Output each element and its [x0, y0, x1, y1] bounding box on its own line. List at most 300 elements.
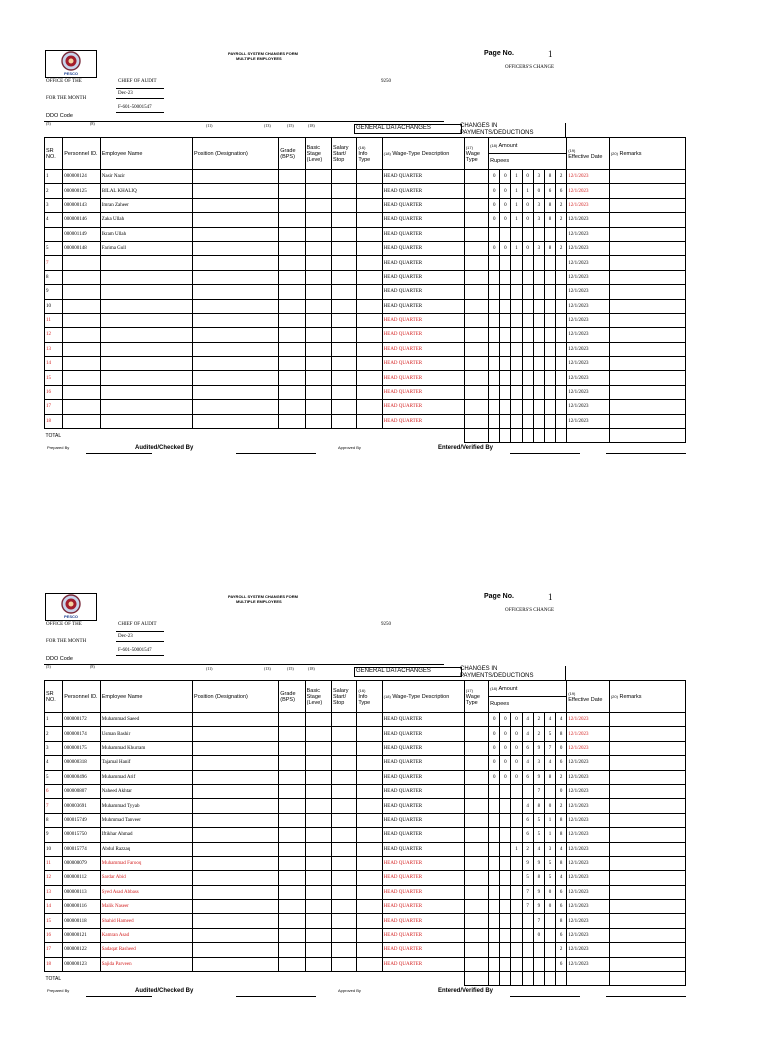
- amount-digit-cell: [556, 270, 567, 284]
- total-cell: [464, 972, 488, 986]
- office-value: CHIEF OF AUDIT: [118, 79, 157, 84]
- basic-cell: [305, 184, 331, 198]
- table-row: [45, 900, 686, 914]
- grade-cell: [279, 184, 305, 198]
- wage-type-cell: [464, 285, 488, 299]
- salary-cell: [331, 357, 356, 371]
- amount-digit-cell: 0: [500, 184, 511, 198]
- info-type-cell: [357, 943, 382, 957]
- amount-digit-cell: [500, 828, 511, 842]
- wage-desc-cell: HEAD QUARTER: [382, 957, 464, 971]
- amount-digit-cell: 8: [556, 828, 567, 842]
- amount-digit-cell: [544, 357, 555, 371]
- personnel-id-cell: [63, 256, 101, 270]
- amount-digit-cell: [511, 799, 522, 813]
- amount-digit-cell: 0: [489, 213, 500, 227]
- amount-digit-cell: 3: [533, 198, 544, 212]
- amount-digit-cell: [522, 342, 533, 356]
- col-remarks-label: Remarks: [619, 693, 642, 700]
- wage-desc-cell: HEAD QUARTER: [382, 342, 464, 356]
- sr-cell: [45, 227, 63, 241]
- wage-type-cell: [464, 184, 488, 198]
- effective-date-cell: 12/1/2023: [567, 414, 610, 428]
- grade-cell: [279, 856, 305, 870]
- salary-cell: [331, 784, 356, 798]
- col-number: (20): [610, 693, 618, 699]
- salary-cell: [331, 756, 356, 770]
- amount-digit-cell: 9: [533, 741, 544, 755]
- personnel-id-cell: [63, 313, 101, 327]
- wage-type-cell: [464, 342, 488, 356]
- month-value: Dec-23: [118, 91, 133, 96]
- table-row: [45, 313, 686, 327]
- basic-cell: [305, 900, 331, 914]
- amount-digit-cell: [533, 313, 544, 327]
- amount-digit-cell: [511, 400, 522, 414]
- amount-digit-cell: [556, 371, 567, 385]
- officers-change: OFFICERS'S CHANGE: [505, 65, 555, 70]
- effective-date-cell: 12/1/2023: [567, 184, 610, 198]
- amount-digit-cell: 6: [556, 900, 567, 914]
- amount-digit-cell: [544, 299, 555, 313]
- amount-digit-cell: 2: [556, 943, 567, 957]
- amount-digit-cell: [556, 342, 567, 356]
- wage-desc-cell: HEAD QUARTER: [382, 400, 464, 414]
- amount-digit-cell: [511, 871, 522, 885]
- total-label: TOTAL: [45, 429, 465, 443]
- effective-date-cell: 12/1/2023: [567, 943, 610, 957]
- wage-desc-cell: HEAD QUARTER: [382, 871, 464, 885]
- wage-type-cell: [464, 385, 488, 399]
- amount-digit-cell: 6: [556, 885, 567, 899]
- remarks-cell: [609, 914, 685, 928]
- table-row: [45, 371, 686, 385]
- amount-digit-cell: [511, 256, 522, 270]
- col-number: (19): [568, 690, 576, 696]
- remarks-cell: [609, 371, 685, 385]
- amount-digit-cell: [511, 299, 522, 313]
- personnel-id-cell: 000000113: [63, 885, 101, 899]
- wage-type-cell: [464, 371, 488, 385]
- salary-cell: [331, 741, 356, 755]
- amount-digit-cell: 4: [533, 842, 544, 856]
- info-type-cell: [357, 299, 382, 313]
- wage-type-cell: [464, 256, 488, 270]
- employee-name-cell: [100, 328, 192, 342]
- total-cell: [567, 429, 610, 443]
- wage-desc-cell: HEAD QUARTER: [382, 184, 464, 198]
- employee-name-cell: Muhammad Arif: [100, 770, 192, 784]
- table-row: [45, 871, 686, 885]
- amount-digit-cell: [511, 357, 522, 371]
- amount-digit-cell: [533, 227, 544, 241]
- wage-desc-cell: HEAD QUARTER: [382, 371, 464, 385]
- personnel-id-cell: 000000122: [63, 943, 101, 957]
- amount-digit-cell: 8: [544, 213, 555, 227]
- salary-cell: [331, 256, 356, 270]
- info-type-cell: [357, 914, 382, 928]
- month-label: FOR THE MONTH: [46, 96, 87, 101]
- salary-cell: [331, 385, 356, 399]
- col-number: (20): [610, 150, 618, 156]
- total-cell: [544, 429, 555, 443]
- table-row: [45, 943, 686, 957]
- employee-name-cell: Abdul Razzaq: [100, 842, 192, 856]
- position-cell: [193, 371, 279, 385]
- amount-digit-cell: [544, 928, 555, 942]
- info-type-cell: [357, 713, 382, 727]
- salary-cell: [331, 842, 356, 856]
- effective-date-cell: 12/1/2023: [567, 856, 610, 870]
- col-effective-label: Effective Date: [568, 153, 603, 160]
- wage-desc-cell: HEAD QUARTER: [382, 328, 464, 342]
- amount-digit-cell: 2: [556, 770, 567, 784]
- amount-digit-cell: [533, 270, 544, 284]
- position-cell: [193, 828, 279, 842]
- total-cell: [522, 429, 533, 443]
- basic-cell: [305, 313, 331, 327]
- grade-cell: [279, 770, 305, 784]
- amount-digit-cell: 3: [533, 241, 544, 255]
- personnel-id-cell: [63, 342, 101, 356]
- amount-digit-cell: [489, 285, 500, 299]
- grade-cell: [279, 957, 305, 971]
- amount-digit-cell: [489, 256, 500, 270]
- employee-name-cell: [100, 299, 192, 313]
- amount-digit-cell: [500, 414, 511, 428]
- info-type-cell: [357, 813, 382, 827]
- amount-digit-cell: [522, 371, 533, 385]
- amount-digit-cell: 0: [489, 756, 500, 770]
- col-salary: Salary Start/ Stop: [331, 681, 356, 713]
- wage-desc-cell: HEAD QUARTER: [382, 900, 464, 914]
- grade-cell: [279, 813, 305, 827]
- amount-digit-cell: 2: [556, 170, 567, 184]
- amount-digit-cell: [556, 256, 567, 270]
- wage-type-cell: [464, 357, 488, 371]
- amount-digit-cell: [500, 914, 511, 928]
- wage-type-cell: [464, 400, 488, 414]
- grade-cell: [279, 842, 305, 856]
- effective-date-cell: 12/1/2023: [567, 299, 610, 313]
- employee-name-cell: Muhmmad Tanveer: [100, 813, 192, 827]
- wage-desc-cell: HEAD QUARTER: [382, 928, 464, 942]
- amount-digit-cell: [489, 957, 500, 971]
- wage-desc-cell: HEAD QUARTER: [382, 784, 464, 798]
- effective-date-cell: 12/1/2023: [567, 170, 610, 184]
- remarks-cell: [609, 313, 685, 327]
- amount-digit-cell: [500, 842, 511, 856]
- remarks-cell: [609, 871, 685, 885]
- effective-date-cell: 12/1/2023: [567, 198, 610, 212]
- wage-type-cell: [464, 241, 488, 255]
- amount-digit-cell: [533, 371, 544, 385]
- personnel-id-cell: 000000124: [63, 170, 101, 184]
- table-row: [45, 957, 686, 971]
- position-cell: [193, 400, 279, 414]
- total-row: [45, 972, 686, 986]
- employee-name-cell: [100, 357, 192, 371]
- col-remarks: [609, 681, 685, 713]
- amount-digit-cell: 9: [522, 856, 533, 870]
- payroll-table: [44, 680, 686, 986]
- payments-deductions-text: PAYMENTS/DEDUCTIONS: [460, 130, 534, 136]
- table-row: [45, 799, 686, 813]
- effective-date-cell: 12/1/2023: [567, 256, 610, 270]
- amount-digit-cell: [500, 871, 511, 885]
- ddo-label: DDO Code: [46, 656, 73, 662]
- file-code: F-601-50001547: [118, 648, 152, 653]
- position-cell: [193, 842, 279, 856]
- position-cell: [193, 770, 279, 784]
- sr-cell: 5: [45, 241, 63, 255]
- info-type-cell: [357, 357, 382, 371]
- total-cell: [489, 972, 500, 986]
- wage-desc-cell: HEAD QUARTER: [382, 885, 464, 899]
- salary-cell: [331, 713, 356, 727]
- amount-digit-cell: [500, 270, 511, 284]
- amount-digit-cell: 2: [522, 842, 533, 856]
- amount-digit-cell: [511, 856, 522, 870]
- salary-cell: [331, 799, 356, 813]
- col-salary: Salary Start/ Stop: [331, 138, 356, 170]
- amount-digit-cell: 1: [511, 198, 522, 212]
- basic-cell: [305, 213, 331, 227]
- amount-digit-cell: 4: [556, 842, 567, 856]
- info-type-cell: [357, 385, 382, 399]
- col-number: (18): [490, 143, 498, 148]
- total-cell: [464, 429, 488, 443]
- col-position: Position (Designation): [193, 681, 279, 713]
- basic-cell: [305, 299, 331, 313]
- amount-digit-cell: [500, 227, 511, 241]
- general-data-heading: GENERAL DATACHANGES: [354, 124, 462, 134]
- grade-cell: [279, 270, 305, 284]
- amount-digit-cell: [533, 414, 544, 428]
- amount-digit-cell: 5: [544, 856, 555, 870]
- amount-digit-cell: [522, 957, 533, 971]
- employee-name-cell: [100, 400, 192, 414]
- month-value: Dec-23: [118, 634, 133, 639]
- basic-cell: [305, 957, 331, 971]
- table-row: [45, 813, 686, 827]
- marker: (13): [264, 666, 271, 671]
- sr-cell: 5: [45, 770, 63, 784]
- sr-cell: 7: [45, 256, 63, 270]
- table-row: [45, 928, 686, 942]
- amount-digit-cell: [533, 357, 544, 371]
- general-data-heading: GENERAL DATACHANGES: [354, 667, 462, 677]
- table-row: [45, 414, 686, 428]
- basic-cell: [305, 285, 331, 299]
- salary-cell: [331, 871, 356, 885]
- file-code: F-601-50001547: [118, 105, 152, 110]
- amount-digit-cell: [544, 943, 555, 957]
- wage-type-cell: [464, 227, 488, 241]
- position-cell: [193, 299, 279, 313]
- position-cell: [193, 727, 279, 741]
- wage-type-cell: [464, 957, 488, 971]
- personnel-id-cell: 000001149: [63, 227, 101, 241]
- salary-cell: [331, 885, 356, 899]
- marker: (5): [46, 121, 51, 126]
- amount-digit-cell: 2: [556, 799, 567, 813]
- total-cell: [489, 429, 500, 443]
- amount-digit-cell: [533, 400, 544, 414]
- wage-desc-cell: HEAD QUARTER: [382, 227, 464, 241]
- info-type-cell: [357, 184, 382, 198]
- salary-cell: [331, 914, 356, 928]
- effective-date-cell: 12/1/2023: [567, 885, 610, 899]
- amount-digit-cell: 0: [489, 184, 500, 198]
- personnel-id-cell: [63, 400, 101, 414]
- grade-cell: [279, 213, 305, 227]
- table-header-row: [45, 681, 686, 713]
- amount-digit-cell: [500, 285, 511, 299]
- table-row: [45, 198, 686, 212]
- salary-cell: [331, 727, 356, 741]
- basic-cell: [305, 727, 331, 741]
- table-row: [45, 784, 686, 798]
- col-amount-label: Amount: [498, 143, 518, 149]
- col-remarks: [609, 138, 685, 170]
- amount-digit-cell: [556, 357, 567, 371]
- col-name: Employee Name: [100, 138, 192, 170]
- wage-desc-cell: HEAD QUARTER: [382, 213, 464, 227]
- amount-digit-cell: 8: [556, 856, 567, 870]
- grade-cell: [279, 357, 305, 371]
- personnel-id-cell: 000000172: [63, 713, 101, 727]
- employee-name-cell: Muhammad Tyyab: [100, 799, 192, 813]
- effective-date-cell: 12/1/2023: [567, 385, 610, 399]
- position-cell: [193, 900, 279, 914]
- position-cell: [193, 914, 279, 928]
- info-type-cell: [357, 328, 382, 342]
- logo-text: PESCO: [63, 71, 78, 76]
- table-row: [45, 227, 686, 241]
- sr-cell: 4: [45, 756, 63, 770]
- sr-cell: 13: [45, 885, 63, 899]
- total-cell: [522, 972, 533, 986]
- personnel-id-cell: 000015774: [63, 842, 101, 856]
- salary-cell: [331, 198, 356, 212]
- wage-desc-cell: HEAD QUARTER: [382, 741, 464, 755]
- amount-digit-cell: 1: [511, 184, 522, 198]
- sr-cell: 17: [45, 943, 63, 957]
- position-cell: [193, 313, 279, 327]
- salary-cell: [331, 328, 356, 342]
- amount-digit-cell: [544, 400, 555, 414]
- employee-name-cell: [100, 371, 192, 385]
- table-row: [45, 299, 686, 313]
- total-cell: [533, 429, 544, 443]
- amount-digit-cell: [522, 914, 533, 928]
- wage-desc-cell: HEAD QUARTER: [382, 943, 464, 957]
- amount-digit-cell: [556, 313, 567, 327]
- sr-cell: 9: [45, 285, 63, 299]
- effective-date-cell: 12/1/2023: [567, 828, 610, 842]
- col-remarks-label: Remarks: [619, 150, 642, 157]
- amount-digit-cell: [522, 285, 533, 299]
- wage-type-cell: [464, 871, 488, 885]
- amount-digit-cell: [489, 885, 500, 899]
- amount-digit-cell: 0: [489, 741, 500, 755]
- basic-cell: [305, 270, 331, 284]
- wage-desc-cell: HEAD QUARTER: [382, 385, 464, 399]
- info-type-cell: [357, 842, 382, 856]
- wage-type-cell: [464, 741, 488, 755]
- page-no-value: 1: [548, 592, 553, 602]
- remarks-cell: [609, 828, 685, 842]
- wage-type-cell: [464, 928, 488, 942]
- amount-digit-cell: [500, 342, 511, 356]
- wage-desc-cell: HEAD QUARTER: [382, 241, 464, 255]
- info-type-cell: [357, 900, 382, 914]
- wage-desc-cell: HEAD QUARTER: [382, 842, 464, 856]
- grade-cell: [279, 313, 305, 327]
- amount-digit-cell: 0: [511, 713, 522, 727]
- col-wage-desc: [382, 681, 464, 713]
- amount-digit-cell: [489, 313, 500, 327]
- entered-by-label: Entered/Verified By: [438, 988, 494, 994]
- effective-date-cell: 12/1/2023: [567, 756, 610, 770]
- marker: (5): [46, 664, 51, 669]
- effective-date-cell: 12/1/2023: [567, 241, 610, 255]
- remarks-cell: [609, 241, 685, 255]
- marker: (15): [287, 123, 294, 128]
- table-row: [45, 342, 686, 356]
- employee-name-cell: Sadaqat Rasheed: [100, 943, 192, 957]
- effective-date-cell: 12/1/2023: [567, 313, 610, 327]
- employee-name-cell: [100, 270, 192, 284]
- amount-digit-cell: 0: [500, 198, 511, 212]
- col-personnel: Personnel ID.: [63, 138, 101, 170]
- table-row: [45, 328, 686, 342]
- amount-digit-cell: 8: [544, 770, 555, 784]
- grade-cell: [279, 885, 305, 899]
- grade-cell: [279, 256, 305, 270]
- wage-type-cell: [464, 914, 488, 928]
- amount-digit-cell: 5: [522, 871, 533, 885]
- amount-digit-cell: 4: [556, 871, 567, 885]
- amount-digit-cell: [544, 371, 555, 385]
- amount-digit-cell: 4: [556, 713, 567, 727]
- wage-desc-cell: HEAD QUARTER: [382, 713, 464, 727]
- amount-digit-cell: [522, 270, 533, 284]
- info-type-cell: [357, 414, 382, 428]
- table-row: [45, 842, 686, 856]
- basic-cell: [305, 842, 331, 856]
- info-type-cell: [357, 313, 382, 327]
- amount-digit-cell: [489, 371, 500, 385]
- amount-digit-cell: [533, 943, 544, 957]
- wage-type-cell: [464, 198, 488, 212]
- position-cell: [193, 328, 279, 342]
- amount-digit-cell: [511, 371, 522, 385]
- amount-digit-cell: [511, 227, 522, 241]
- amount-digit-cell: 0: [489, 170, 500, 184]
- amount-digit-cell: [522, 313, 533, 327]
- table-row: [45, 828, 686, 842]
- amount-digit-cell: 4: [522, 799, 533, 813]
- total-cell: [609, 972, 685, 986]
- amount-digit-cell: [522, 385, 533, 399]
- sr-cell: 12: [45, 871, 63, 885]
- amount-digit-cell: [544, 270, 555, 284]
- basic-cell: [305, 856, 331, 870]
- effective-date-cell: 12/1/2023: [567, 227, 610, 241]
- amount-digit-cell: 1: [511, 842, 522, 856]
